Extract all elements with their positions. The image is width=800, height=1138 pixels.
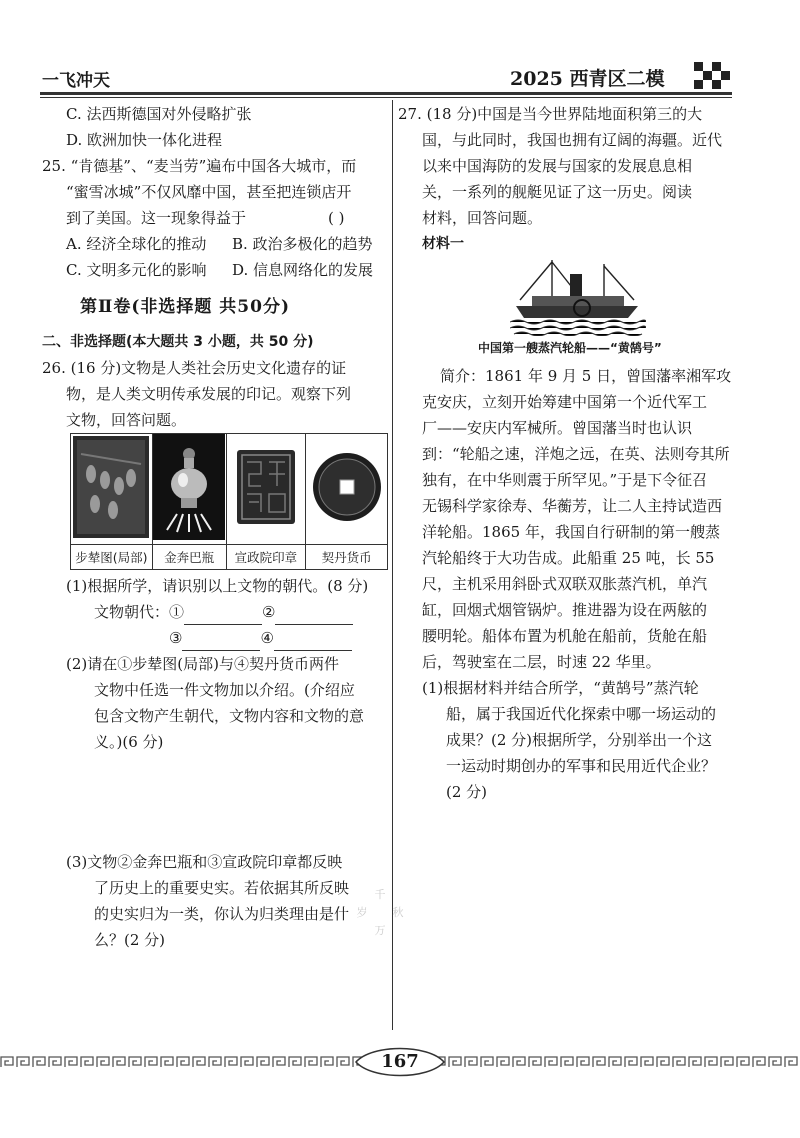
exam-title: 2025 西青区二模 [510,68,665,90]
dynasty-row-2 [169,625,352,651]
section-title: 第Ⅱ卷(非选择题 共50分) [80,297,290,317]
q26-part3-line-2: 了历史上的重要史实。若依据其所反映 [94,879,350,897]
dynasty-label: 文物朝代： [94,603,170,621]
intro-line-1: 简介：1861 年 9 月 5 日，曾国藩率湘军攻 [440,367,732,385]
intro-line-2: 克安庆，立刻开始筹建中国第一个近代军工 [422,393,708,411]
q26-stem-line-1: 26. (16 分)文物是人类社会历史文化遗存的证 [42,359,347,377]
intro-line-4: 到：“轮船之速，洋炮之远，在英、法则夸其所 [422,445,730,463]
artifact-image-cell [226,434,306,545]
artifact-caption-1: 步辇图(局部) [71,545,153,570]
coin-image [307,434,387,540]
q25-option-a: A. 经济全球化的推动 [66,235,207,253]
marker-1: ① [169,603,185,621]
artifact-image-cell [152,434,226,545]
marker-4: ④ [260,629,274,647]
dynasty-row-1 [94,599,353,625]
ship-caption: 中国第一艘蒸汽轮船——“黄鹄号” [478,341,662,355]
intro-line-9: 尺，主机采用斜卧式双联双胀蒸汽机，单汽 [422,575,708,593]
golden-urn-image [153,434,225,540]
column-divider [392,100,393,1030]
q24-option-d: D. 欧洲加快一体化进程 [66,131,223,149]
checker-pattern-icon [694,62,732,90]
q25-option-c: C. 文明多元化的影响 [66,261,207,279]
q24-option-c: C. 法西斯德国对外侵略扩张 [66,105,252,123]
coin-char-bottom: 万 [374,923,386,937]
coin-char-top: 千 [374,887,386,901]
seal-image [227,434,305,540]
section-subtitle: 二、非选择题(本大题共 3 小题，共 50 分) [42,334,314,350]
intro-line-8: 汽轮船终于大功告成。此船重 25 吨，长 55 [422,549,715,567]
q26-part2-line-1: (2)请在①步辇图(局部)与④契丹货币两件 [66,655,339,673]
marker-3: ③ [169,629,183,647]
artifact-caption-3: 宣政院印章 [226,545,306,570]
brand-logo-text: 一飞冲天 [42,71,110,91]
intro-line-3: 厂——安庆内军械所。曾国藩当时也认识 [422,419,693,437]
q26-part2-line-2: 文物中任选一件文物加以介绍。(介绍应 [94,681,355,699]
q27-stem-line-1: 27. (18 分)中国是当今世界陆地面积第三的大 [398,105,703,123]
q25-stem-line-1: 25. “肯德基”、“麦当劳”遍布中国各大城市，而 [42,157,357,175]
q25-option-b: B. 政治多极化的趋势 [232,235,373,253]
answer-blank-3[interactable] [182,634,260,651]
artifact-image-cell [71,434,153,545]
intro-line-6: 无锡科学家徐寿、华蘅芳，让二人主持试造西 [422,497,723,515]
intro-line-5: 独有，在中华则震于所罕见。”于是下令征召 [422,471,708,489]
artifact-caption-4: 契丹货币 [306,545,388,570]
q27-part1-line-1: (1)根据材料并结合所学，“黄鹄号”蒸汽轮 [422,679,699,697]
painting-image [71,434,151,540]
page-number: 167 [381,1051,419,1072]
q26-part2-line-4: 义。)(6 分) [94,733,164,751]
q26-part3-line-1: (3)文物②金奔巴瓶和③宣政院印章都反映 [66,853,343,871]
q26-stem-line-3: 文物，回答问题。 [66,411,187,429]
intro-line-12: 后，驾驶室在二层，时速 22 华里。 [422,653,661,671]
q25-stem-line-3: 到了美国。这一现象得益于 [66,209,247,227]
q25-option-d: D. 信息网络化的发展 [232,261,374,279]
q27-stem-line-4: 关，一系列的舰艇见证了这一历史。阅读 [422,183,693,201]
q27-part1-line-2: 船，属于我国近代化探索中哪一场运动的 [446,705,717,723]
marker-2: ② [262,603,276,621]
material-label: 材料一 [422,236,464,252]
q25-stem-line-2: “蜜雪冰城”不仅风靡中国，甚至把连锁店开 [66,183,352,201]
header-rule-thin [40,97,732,98]
intro-line-10: 缸，回烟式烟管锅炉。推进器为设在两舷的 [422,601,708,619]
q27-stem-line-5: 材料，回答问题。 [422,209,543,227]
steamship-illustration [510,256,646,336]
q27-part1-line-4: 一运动时期创办的军事和民用近代企业？ [446,757,717,775]
q26-stem-line-2: 物，是人类文明传承发展的印记。观察下列 [66,385,352,403]
q25-answer-bracket: ( ) [328,209,345,227]
q27-part1-line-3: 成果？(2 分)根据所学，分别举出一个这 [446,731,713,749]
intro-line-11: 腰明轮。船体布置为机舱在船前，货舱在船 [422,627,708,645]
coin-char-left: 岁 [356,905,368,919]
q26-part3-line-3: 的史实归为一类，你认为归类理由是什 [94,905,350,923]
q27-stem-line-3: 以来中国海防的发展与国家的发展息息相 [422,157,693,175]
answer-blank-4[interactable] [274,634,352,651]
q27-part1-line-5: (2 分) [446,783,488,801]
answer-blank-1[interactable] [184,608,262,625]
q26-part3-line-4: 么？(2 分) [94,931,166,949]
artifact-caption-2: 金奔巴瓶 [152,545,226,570]
q26-part2-line-3: 包含文物产生朝代，文物内容和文物的意 [94,707,365,725]
intro-line-7: 洋轮船。1865 年，我国自行研制的第一艘蒸 [422,523,720,541]
header-rule [40,92,732,95]
coin-char-right: 秋 [392,905,404,919]
q27-stem-line-2: 国，与此同时，我国也拥有辽阔的海疆。近代 [422,131,723,149]
q26-part1: (1)根据所学，请识别以上文物的朝代。(8 分) [66,577,369,595]
answer-blank-2[interactable] [275,608,353,625]
